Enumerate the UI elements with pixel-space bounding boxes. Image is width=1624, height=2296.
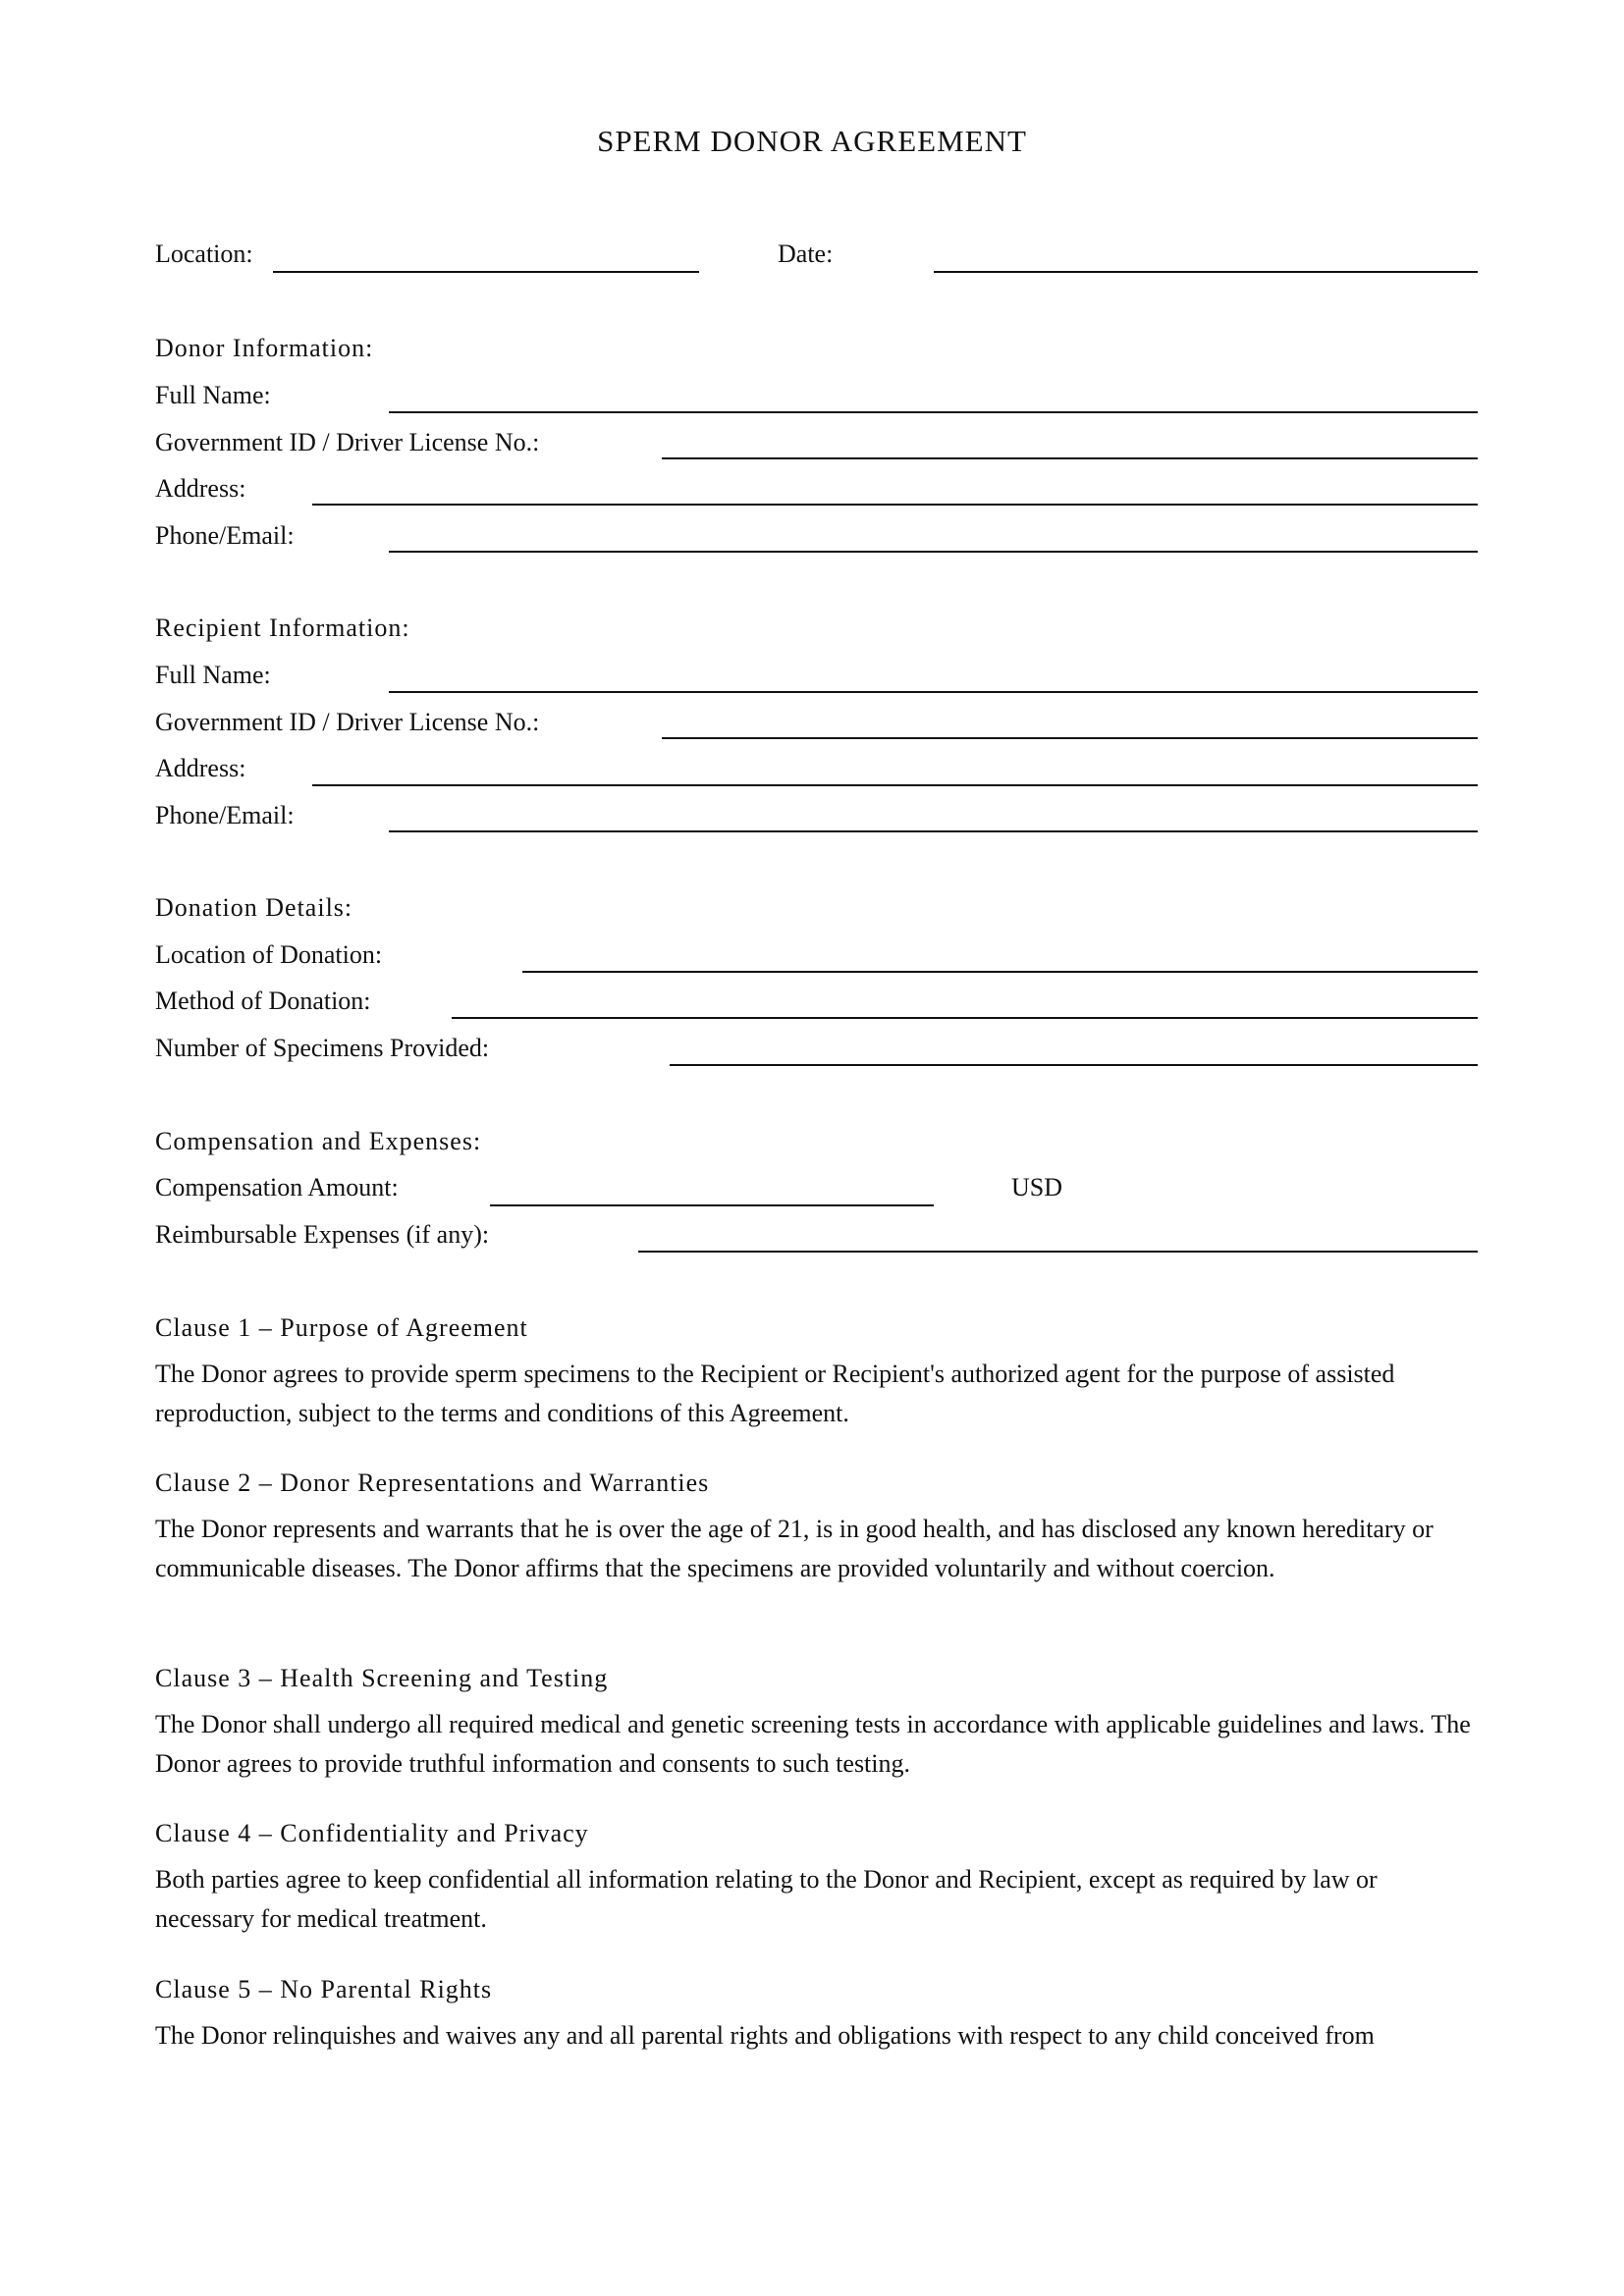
donation-method-field[interactable] [452,1017,1478,1019]
compensation-amount-field[interactable] [490,1204,934,1206]
recipient-full-name-field[interactable] [389,691,1478,693]
date-label: Date: [778,240,834,268]
donation-method-label: Method of Donation: [155,987,371,1015]
recipient-contact-label: Phone/Email: [155,801,295,829]
donor-contact-label: Phone/Email: [155,521,295,550]
recipient-contact-field[interactable] [389,830,1478,832]
recipient-address-field[interactable] [312,784,1478,786]
clause-4-heading: Clause 4 – Confidentiality and Privacy [155,1819,589,1847]
location-field[interactable] [273,271,699,273]
clause-2-text: The Donor represents and warrants that he is over the age of 21, is in good health, and has disclosed any known hereditary or communicable diseases. The Donor affirms that the specimens are provided voluntarily and without coercion. [155,1515,1434,1582]
donation-location-field[interactable] [522,971,1478,973]
clause-5-heading: Clause 5 – No Parental Rights [155,1975,493,2003]
donor-contact-field[interactable] [389,551,1478,553]
clause-1-text: The Donor agrees to provide sperm specimens to the Recipient or Recipient's authorized agent for the purpose of assisted reproduction, subject to the terms and conditions of this Agreement. [155,1360,1395,1427]
specimens-count-label: Number of Specimens Provided: [155,1034,490,1062]
donor-gov-id-field[interactable] [662,457,1478,459]
recipient-gov-id-label: Government ID / Driver License No.: [155,708,540,736]
currency-label: USD [1011,1173,1063,1201]
donation-location-label: Location of Donation: [155,940,383,969]
recipient-address-label: Address: [155,754,246,782]
document-title: SPERM DONOR AGREEMENT [597,124,1027,158]
date-field[interactable] [934,271,1478,273]
reimbursable-expenses-field[interactable] [638,1251,1478,1253]
donation-details-heading: Donation Details: [155,893,353,922]
recipient-gov-id-field[interactable] [662,737,1478,739]
compensation-amount-label: Compensation Amount: [155,1173,399,1201]
clause-2-heading: Clause 2 – Donor Representations and Warranties [155,1468,710,1497]
clause-1-heading: Clause 1 – Purpose of Agreement [155,1313,528,1342]
donor-full-name-field[interactable] [389,411,1478,413]
clause-3-text: The Donor shall undergo all required medical and genetic screening tests in accordance with applicable guidelines and laws. The Donor agrees to provide truthful information and consents to such testing. [155,1710,1471,1778]
donor-address-label: Address: [155,474,246,503]
location-label: Location: [155,240,253,268]
clause-3-heading: Clause 3 – Health Screening and Testing [155,1664,609,1692]
donor-full-name-label: Full Name: [155,381,271,409]
compensation-heading: Compensation and Expenses: [155,1127,482,1155]
donor-gov-id-label: Government ID / Driver License No.: [155,428,540,456]
specimens-count-field[interactable] [670,1064,1478,1066]
reimbursable-expenses-label: Reimbursable Expenses (if any): [155,1220,490,1249]
donor-info-heading: Donor Information: [155,334,374,362]
donor-address-field[interactable] [312,504,1478,506]
recipient-full-name-label: Full Name: [155,661,271,689]
recipient-info-heading: Recipient Information: [155,614,410,642]
clause-4-text: Both parties agree to keep confidential all information relating to the Donor and Recipient, except as required by law or necessary for medical treatment. [155,1865,1378,1933]
clause-5-text: The Donor relinquishes and waives any and all parental rights and obligations with respect to any child conceived from [155,2021,1375,2050]
